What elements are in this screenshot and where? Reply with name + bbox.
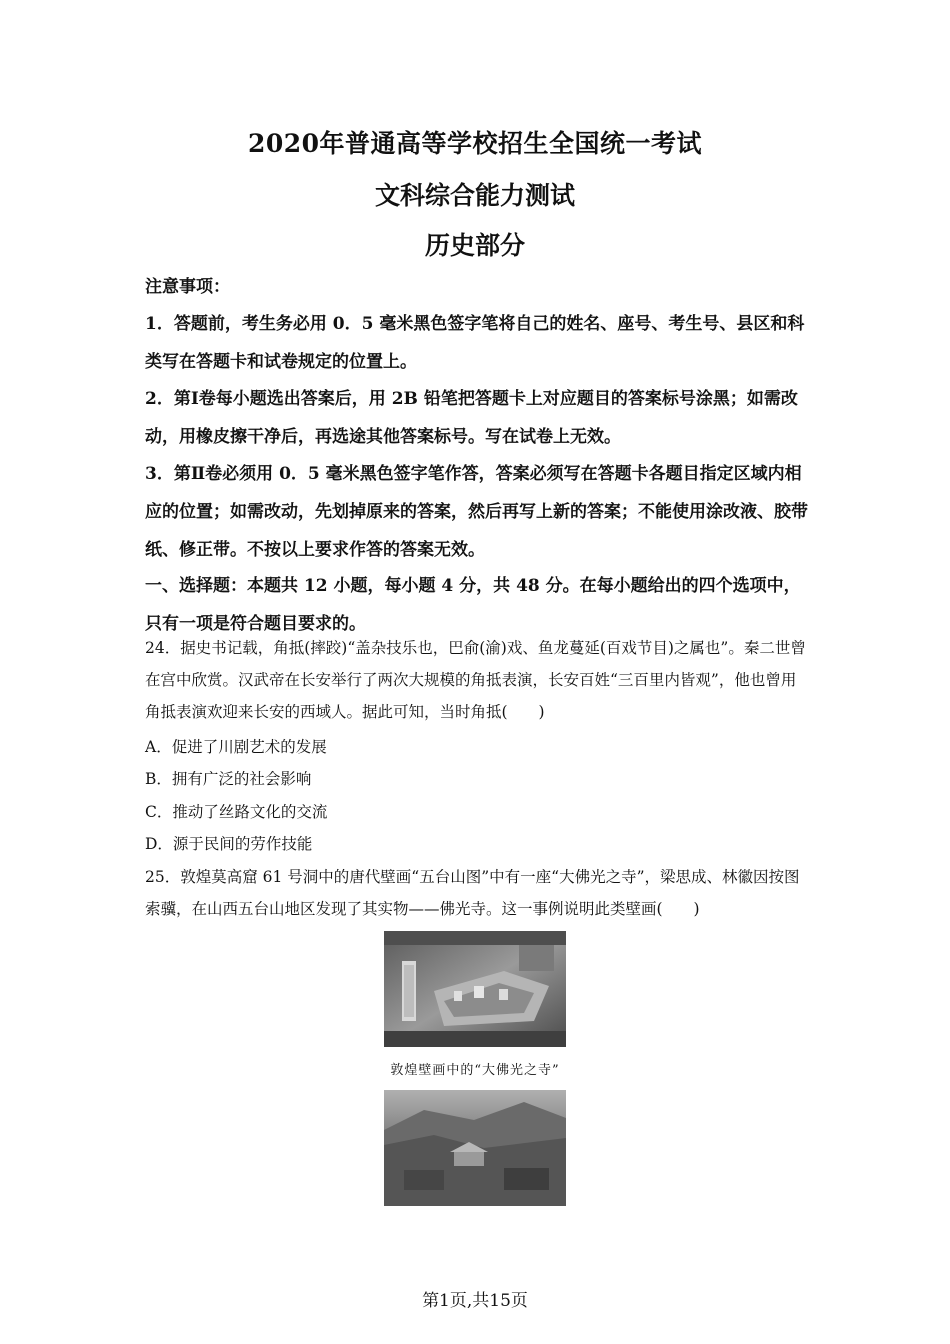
notice-heading: 注意事项： — [145, 277, 230, 297]
notice-item-3: 3．第Ⅱ卷必须用 0．5 毫米黑色签字笔作答，答案必须写在答题卡各题目指定区域内相应的位置；如需改动，先划掉原来的答案，然后再写上新的答案；不能使用涂改液、胶带纸、修正带。不按以上要求作答的答案无效。 — [145, 464, 808, 560]
temple-photo — [384, 1090, 566, 1206]
figure-caption: 敦煌壁画中的“大佛光之寺” — [390, 1063, 560, 1078]
exam-section-title: 历史部分 — [424, 231, 525, 260]
section-heading: 一、选择题：本题共 12 小题，每小题 4 分，共 48 分。在每小题给出的四个选项中，只有一项是符合题目要求的。 — [145, 576, 801, 634]
question-24-stem: 24．据史书记载，角抵(摔跤)“盖杂技乐也，巴俞(渝)戏、鱼龙蔓延(百戏节目)之属也”。秦二世曾在宫中欣赏。汉武帝在长安举行了两次大规模的角抵表演，长安百姓“三百里内皆观”，他也曾用角抵表演欢迎来长安的西域人。据此可知，当时角抵( ) — [145, 639, 806, 721]
question-25-stem: 25．敦煌莫高窟 61 号洞中的唐代壁画“五台山图”中有一座“大佛光之寺”，梁思成、林徽因按图索骥，在山西五台山地区发现了其实物——佛光寺。这一事例说明此类壁画( ) — [145, 868, 800, 918]
question-24-option-d: D．源于民间的劳作技能 — [145, 835, 313, 853]
notice-item-2: 2．第Ⅰ卷每小题选出答案后，用 2B 铅笔把答题卡上对应题目的答案标号涂黑；如需改动，用橡皮擦干净后，再选途其他答案标号。写在试卷上无效。 — [145, 389, 798, 447]
question-24-option-b: B．拥有广泛的社会影响 — [145, 770, 312, 788]
question-24-option-c: C．推动了丝路文化的交流 — [145, 803, 328, 821]
page-number: 第1页,共15页 — [422, 1291, 528, 1311]
mural-photo — [384, 931, 566, 1047]
notice-item-1: 1．答题前，考生务必用 0．5 毫米黑色签字笔将自己的姓名、座号、考生号、县区和科类写在答题卡和试卷规定的位置上。 — [145, 314, 805, 372]
exam-title: 2020年普通高等学校招生全国统一考试 — [247, 129, 703, 158]
exam-subtitle: 文科综合能力测试 — [374, 181, 575, 210]
question-24-option-a: A．促进了川剧艺术的发展 — [145, 738, 327, 756]
